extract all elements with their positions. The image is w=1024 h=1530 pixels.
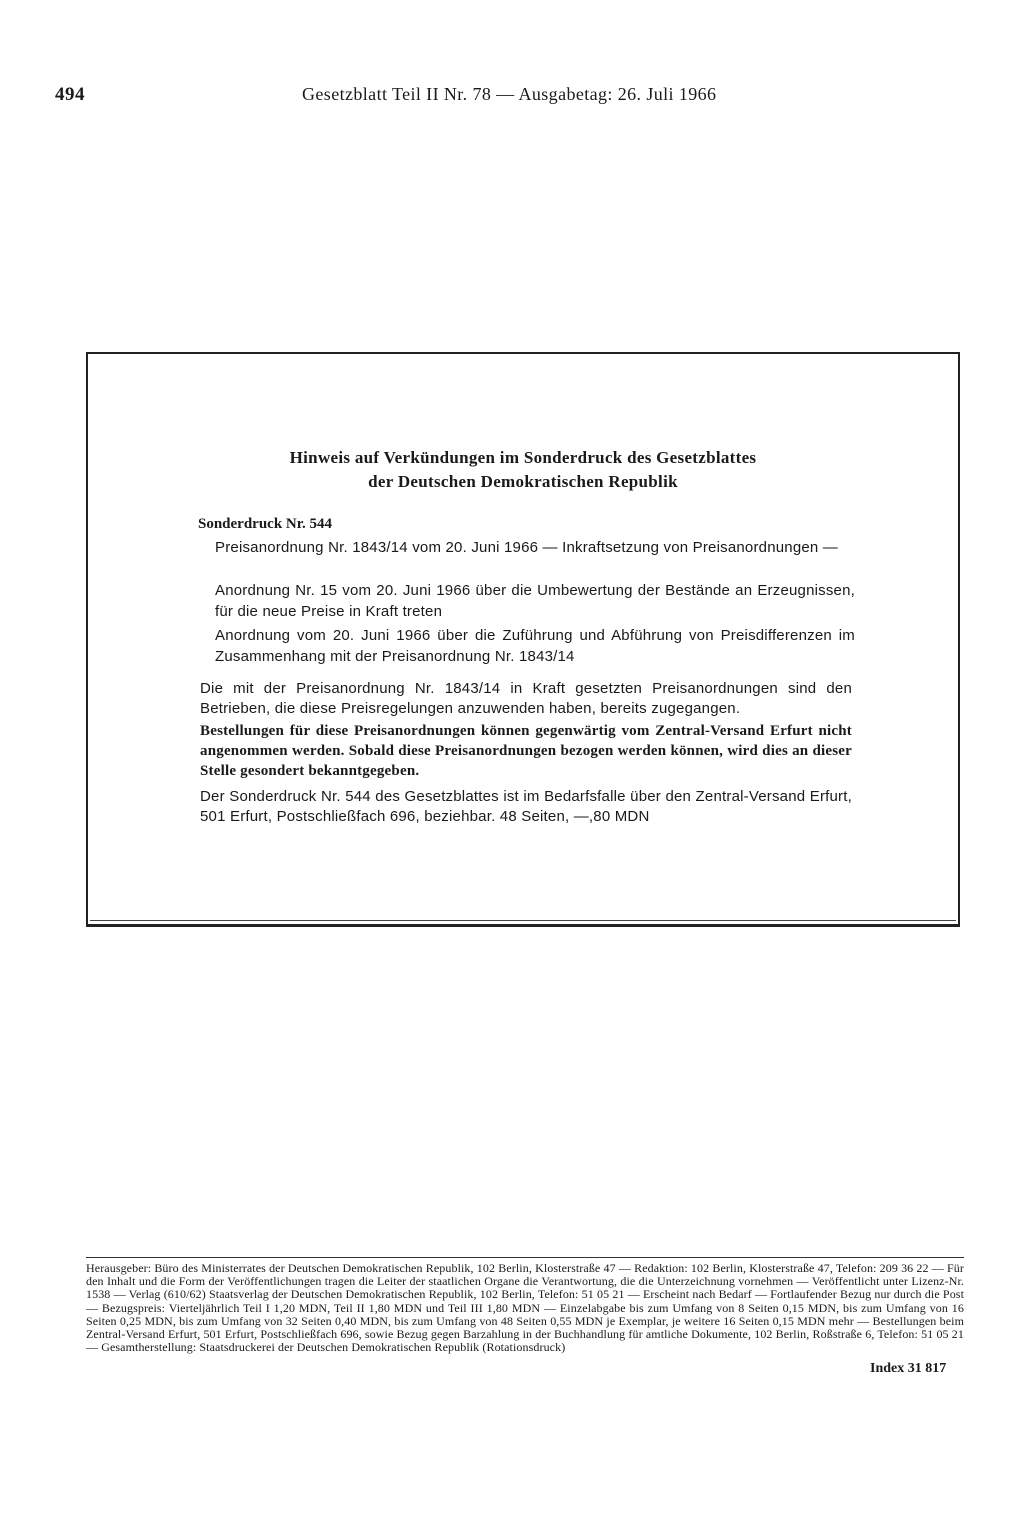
notice-box xyxy=(86,352,960,927)
running-header: Gesetzblatt Teil II Nr. 78 — Ausgabetag: 26. Juli 1966 xyxy=(302,84,717,104)
page-number: 494 xyxy=(55,84,85,105)
box-rule-right xyxy=(958,352,960,927)
notice-title-line-2: der Deutschen Demokratischen Republik xyxy=(368,472,678,491)
imprint-text: Herausgeber: Büro des Ministerrates der Deutschen Demokratischen Republik, 102 Berlin, Klosterstraße 47 — Redaktion: 102 Berlin, Klosterstraße 47, Telefon: 209 36 22 — Für den Inhalt und die Form der Veröffentlichungen tragen die Leiter der staatlichen Organe die Verantwortung, die die Unterzeichnung vornehmen — Veröffentlicht unter Lizenz-Nr. 1538 — Verlag (610/62) Staatsverlag der Deutschen Demokratischen Republik, 102 Berlin, Telefon: 51 05 21 — Erscheint nach Bedarf — Fortlaufender Bezug nur durch die Post — Bezugspreis: Vierteljährlich Teil I 1,20 MDN, Teil II 1,80 MDN und Teil III 1,80 MDN — Einzelabgabe bis zum Umfang von 8 Seiten 0,15 MDN, bis zum Umfang von 16 Seiten 0,25 MDN, bis zum Umfang von 32 Seiten 0,40 MDN, bis zum Umfang von 48 Seiten 0,55 MDN je Exemplar, je weitere 16 Seiten 0,15 MDN mehr — Bestellungen beim Zentral-Versand Erfurt, 501 Erfurt, Postschließfach 696, sowie Bezug gegen Barzahlung in der Buchhandlung für amtliche Dokumente, 102 Berlin, Roßstraße 6, Telefon: 51 05 21 — Gesamtherstellung: Staatsdruckerei der Deutschen Demokratischen Republik (Rotationsdruck) xyxy=(86,1261,964,1355)
imprint-rule xyxy=(86,1257,964,1258)
sonderdruck-item: Preisanordnung Nr. 1843/14 vom 20. Juni 1966 — Inkraftsetzung von Preisanordnungen — xyxy=(215,539,839,556)
box-rule-left xyxy=(86,352,88,927)
sonderdruck-heading: Sonderdruck Nr. 544 xyxy=(198,516,333,532)
box-rule-top xyxy=(86,352,960,354)
orders-paragraph: Bestellungen für diese Preisanordnungen können gegenwärtig vom Zentral-Versand Erfurt nicht angenommen werden. Sobald diese Preisanordnungen bezogen werden können, wird dies an dieser Stelle gesondert bekanntgegeben. xyxy=(200,723,852,779)
availability-paragraph: Der Sonderdruck Nr. 544 des Gesetzblattes ist im Bedarfsfalle über den Zentral-Versand Erfurt, 501 Erfurt, Postschließfach 696, beziehbar. 48 Seiten, —,80 MDN xyxy=(200,788,852,825)
notice-title xyxy=(86,446,960,494)
sonderdruck-item: Anordnung vom 20. Juni 1966 über die Zuführung und Abführung von Preisdifferenzen im Zusammenhang mit der Preisanordnung Nr. 1843/14 xyxy=(215,627,855,665)
imprint-index: Index 31 817 xyxy=(870,1361,947,1376)
sonderdruck-item: Anordnung Nr. 15 vom 20. Juni 1966 über die Umbewertung der Bestände an Erzeugnissen, für die neue Preise in Kraft treten xyxy=(215,582,855,620)
box-rule-bottom xyxy=(86,924,960,927)
box-rule-inner-bottom xyxy=(90,920,956,921)
distribution-paragraph: Die mit der Preisanordnung Nr. 1843/14 in Kraft gesetzten Preisanordnungen sind den Betrieben, die diese Preisregelungen anzuwenden haben, bereits zugegangen. xyxy=(200,680,852,717)
notice-title-line-1: Hinweis auf Verkündungen im Sonderdruck des Gesetzblattes xyxy=(289,448,757,467)
